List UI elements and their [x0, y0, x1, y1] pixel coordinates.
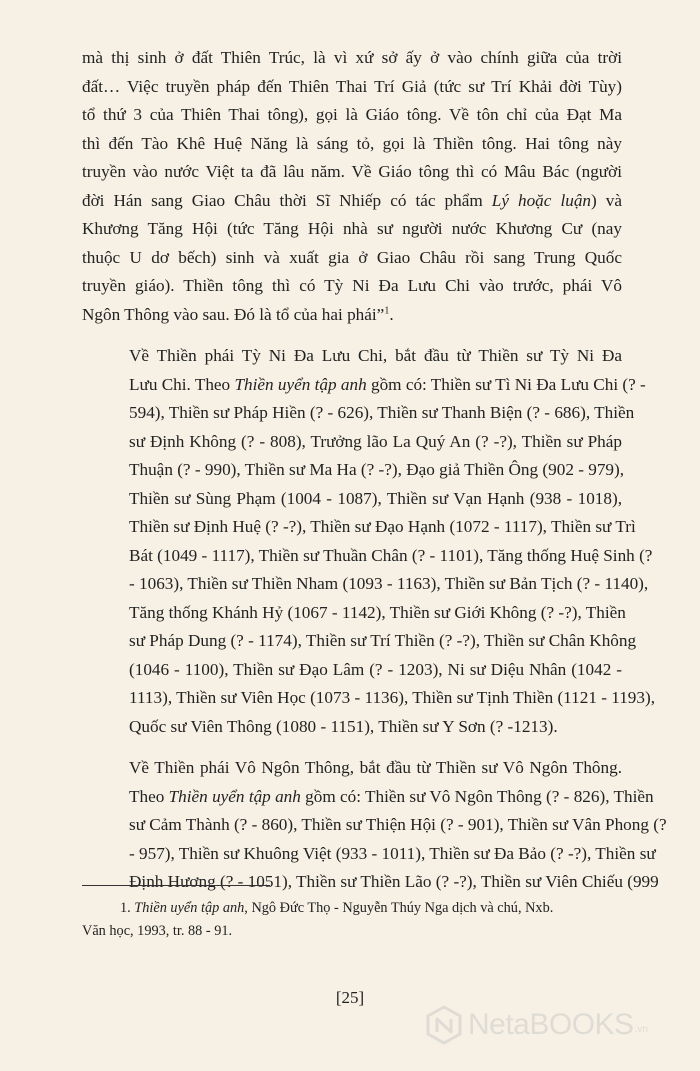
- paragraph-1: [82, 44, 622, 329]
- text-line: Quốc sư Viên Thông (1080 - 1151), Thiền sư Y Sơn (? -1213).: [129, 716, 558, 736]
- text-line: truyền vào nước Việt ta đã lâu năm. Về Giáo tông thì có Mâu Bác (người: [82, 162, 622, 181]
- text-line: thuộc U dơ bếch) sinh và xuất gia ở Giao Châu rồi sang Trung Quốc: [82, 247, 622, 267]
- text-segment: .: [389, 304, 394, 324]
- text-segment: Ngôn Thông vào sau. Đó là tổ của hai phái”: [82, 304, 385, 324]
- text-line: Thiền sư Định Huệ (? -?), Thiền sư Đạo Hạnh (1072 - 1117), Thiền sư Trì: [129, 517, 636, 536]
- text-line: [82, 783, 654, 812]
- footnote-marker: 1: [384, 304, 390, 316]
- footnote-divider: [82, 885, 270, 886]
- text-segment: Lưu Chi. Theo: [129, 374, 235, 394]
- page-number: [25]: [335, 988, 365, 1007]
- footnote-text: , Ngô Đức Thọ - Nguyễn Thúy Nga dịch và chú, Nxb.: [244, 900, 554, 916]
- text-line: - 957), Thiền sư Khuông Việt (933 - 1011), Thiền sư Đa Bảo (? -?), Thiền sư: [129, 843, 656, 863]
- text-segment: ) và: [591, 190, 623, 210]
- footnote-line: Văn học, 1993, tr. 88 - 91.: [82, 923, 233, 939]
- text-line: [82, 301, 622, 330]
- text-segment: đời Hán sang Giao Châu thời Sĩ Nhiếp có tác phẩm: [82, 190, 492, 210]
- page-body: [82, 44, 667, 897]
- text-line: 594), Thiền sư Pháp Hiền (? - 626), Thiền sư Thanh Biện (? - 686), Thiền: [129, 403, 635, 422]
- text-line: truyền giáo). Thiền tông thì có Tỳ Ni Đa Lưu Chi vào trước, phái Vô: [82, 276, 622, 295]
- footnote-number: 1.: [120, 900, 135, 916]
- netabooks-logo-icon: [424, 1005, 464, 1045]
- watermark-suffix: .vn: [634, 1024, 648, 1035]
- paragraph-3: [82, 754, 667, 897]
- text-line: [82, 187, 622, 216]
- text-line: sư Định Không (? - 808), Trưởng lão La Quý An (? -?), Thiền sư Pháp: [129, 431, 622, 451]
- text-line: Bát (1049 - 1117), Thiền sư Thuần Chân (? - 1101), Tăng thống Huệ Sinh (?: [129, 545, 653, 565]
- text-line: Về Thiền phái Tỳ Ni Đa Lưu Chi, bắt đầu từ Thiền sư Tỳ Ni Đa: [129, 346, 622, 365]
- text-segment: gồm có: Thiền sư Tì Ni Đa Lưu Chi (? -: [366, 374, 646, 394]
- text-line: [82, 371, 646, 400]
- text-line: Tăng thống Khánh Hỷ (1067 - 1142), Thiền sư Giới Không (? -?), Thiền: [129, 602, 626, 622]
- paragraph-2: [82, 342, 655, 741]
- footnote: [82, 897, 622, 943]
- footnote-book-title: Thiền uyển tập anh: [134, 900, 245, 916]
- watermark-text: NetaBOOKS: [468, 1008, 634, 1041]
- book-title: Thiền uyển tập anh: [168, 786, 301, 806]
- text-line: Thiền sư Sùng Phạm (1004 - 1087), Thiền sư Vạn Hạnh (938 - 1018),: [129, 488, 622, 508]
- text-line: Khương Tăng Hội (tức Tăng Hội nhà sư người nước Khương Cư (nay: [82, 219, 622, 238]
- text-line: 1113), Thiền sư Viên Học (1073 - 1136), Thiền sư Tịnh Thiền (1121 - 1193),: [129, 688, 655, 707]
- text-segment: gồm có: Thiền sư Vô Ngôn Thông (? - 826), Thiền: [300, 786, 654, 806]
- book-title: Thiền uyển tập anh: [234, 374, 367, 394]
- text-line: sư Pháp Dung (? - 1174), Thiền sư Trí Thiền (? -?), Thiền sư Chân Không: [129, 631, 637, 650]
- text-line: (1046 - 1100), Thiền sư Đạo Lâm (? - 1203), Ni sư Diệu Nhân (1042 -: [129, 659, 622, 679]
- text-line: Định Hương (? - 1051), Thiền sư Thiền Lão (? -?), Thiền sư Viên Chiếu (999: [129, 872, 659, 891]
- text-line: thì đến Tào Khê Huệ Năng là sáng tỏ, gọi là Thiền tông. Hai tông này: [82, 133, 622, 153]
- text-line: mà thị sinh ở đất Thiên Trúc, là vì xứ sở ấy ở vào chính giữa của trời: [82, 48, 622, 67]
- text-segment: Theo: [129, 786, 169, 806]
- text-line: Về Thiền phái Vô Ngôn Thông, bắt đầu từ Thiền sư Vô Ngôn Thông.: [129, 758, 622, 777]
- text-line: đất… Việc truyền pháp đến Thiên Thai Trí Giả (tức sư Trí Khải đời Tùy): [82, 76, 622, 96]
- text-line: tổ thứ 3 của Thiên Thai tông), gọi là Giáo tông. Về tôn chỉ của Đạt Ma: [82, 105, 622, 124]
- footnote-line: [82, 897, 622, 920]
- watermark: [424, 1005, 648, 1045]
- text-line: Thuận (? - 990), Thiền sư Ma Ha (? -?), Đạo giả Thiền Ông (902 - 979),: [129, 460, 625, 479]
- book-title: Lý hoặc luận: [491, 190, 592, 210]
- text-line: sư Cảm Thành (? - 860), Thiền sư Thiện Hội (? - 901), Thiền sư Vân Phong (?: [129, 815, 667, 834]
- text-line: - 1063), Thiền sư Thiền Nham (1093 - 1163), Thiền sư Bản Tịch (? - 1140),: [129, 574, 649, 593]
